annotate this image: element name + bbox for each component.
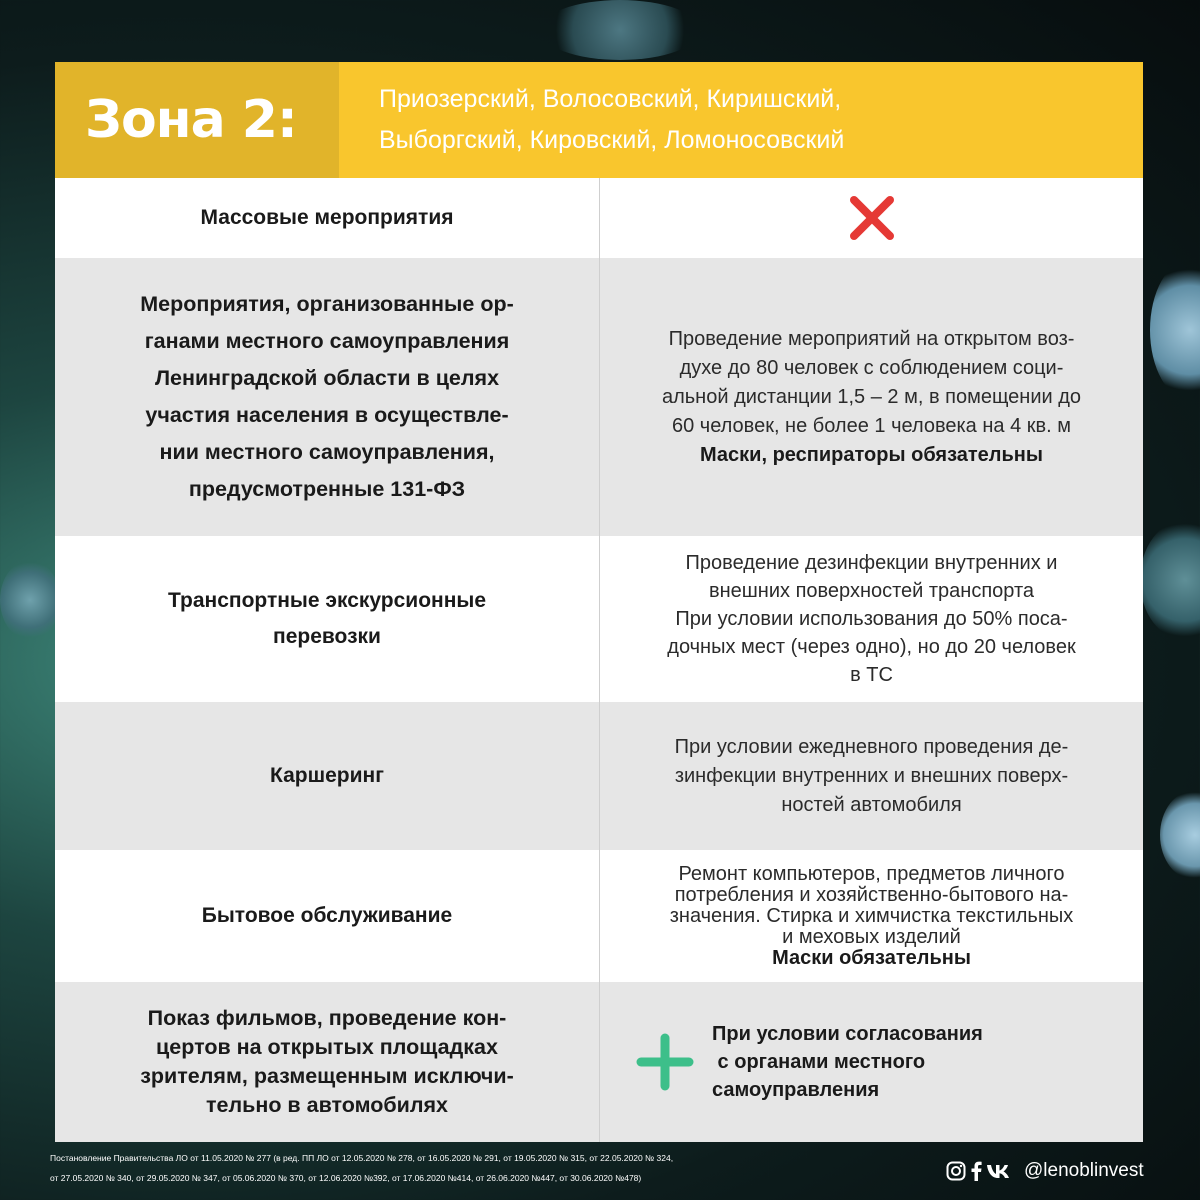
background-blob — [1140, 520, 1200, 640]
condition-text: самоуправления — [712, 1079, 880, 1101]
activity-text: перевозки — [273, 625, 381, 648]
condition-text: Проведение мероприятий на открытом воз- — [668, 327, 1075, 350]
activity-text: Каршеринг — [270, 764, 384, 787]
activity-cell — [55, 536, 600, 702]
legal-line: от 27.05.2020 № 340, от 29.05.2020 № 347, от 05.06.2020 № 370, от 12.06.2020 №392, от 17.06.2020 №414, от 26.06.2020 №447, от 30.06.2020 №478) — [50, 1173, 642, 1183]
condition-cell — [600, 982, 1143, 1142]
vk-icon[interactable] — [986, 1163, 1012, 1179]
activity-text: ганами местного самоуправления — [144, 329, 510, 353]
table-row — [55, 536, 1143, 702]
condition-text: зинфекции внутренних и внешних поверх- — [674, 764, 1069, 787]
zone-table-card — [55, 62, 1143, 1142]
districts-list — [339, 62, 1143, 178]
activity-cell — [55, 258, 600, 536]
zone-header — [55, 62, 1143, 178]
condition-text: и меховых изделий — [782, 925, 961, 948]
green-plus-icon — [636, 1033, 694, 1091]
activity-text: Бытовое обслуживание — [201, 904, 453, 927]
legal-line: Постановление Правительства ЛО от 11.05.2020 № 277 (в ред. ПП ЛО от 12.05.2020 № 278, от 16.05.2020 № 291, от 19.05.2020 № 315, от 22.05.2020 № 324, — [50, 1153, 674, 1163]
activity-text: предусмотренные 131-ФЗ — [188, 477, 466, 501]
activity-text: Транспортные экскурсионные — [167, 589, 487, 612]
condition-text: духе до 80 человек с соблюдением соци- — [679, 356, 1064, 379]
condition-text: При условии согласования — [712, 1023, 983, 1045]
facebook-icon[interactable] — [970, 1161, 982, 1181]
condition-text: При условии ежедневного проведения де- — [674, 735, 1069, 758]
activity-text: зрителям, размещенным исключи- — [140, 1064, 514, 1088]
condition-text: Проведение дезинфекции внутренних и — [685, 552, 1058, 574]
condition-text: значения. Стирка и химчистка текстильных — [669, 904, 1074, 927]
table-row — [55, 702, 1143, 850]
activity-text: участия населения в осуществле- — [145, 403, 509, 427]
activity-cell — [55, 982, 600, 1142]
activity-text: Массовые мероприятия — [200, 206, 454, 229]
condition-text: альной дистанции 1,5 – 2 м, в помещении до — [661, 385, 1082, 408]
activity-cell — [55, 850, 600, 982]
table-row — [55, 850, 1143, 982]
activity-text: цертов на открытых площадках — [156, 1035, 498, 1059]
condition-cell — [600, 258, 1143, 536]
social-handle[interactable]: @lenoblinvest — [1024, 1160, 1144, 1181]
activity-text: Мероприятия, организованные ор- — [140, 292, 514, 316]
condition-cell — [600, 178, 1143, 258]
districts-line: Приозерский, Волосовский, Киришский, — [379, 85, 842, 113]
zone-title: Зона 2: — [55, 62, 339, 178]
activity-cell — [55, 178, 600, 258]
condition-text: в ТС — [850, 664, 893, 686]
table-row — [55, 178, 1143, 258]
activity-text: Ленинградской области в целях — [154, 366, 500, 390]
condition-requirement: Маски, респираторы обязательны — [700, 443, 1043, 466]
condition-text: 60 человек, не более 1 человека на 4 кв. м — [671, 414, 1072, 437]
condition-cell — [600, 536, 1143, 702]
social-links — [946, 1160, 1144, 1182]
condition-text: внешних поверхностей транспорта — [708, 580, 1035, 602]
red-x-icon — [847, 193, 897, 243]
condition-cell — [600, 702, 1143, 850]
table-row — [55, 258, 1143, 536]
background-blob — [1160, 790, 1200, 880]
condition-text: ностей автомобиля — [781, 793, 962, 816]
condition-text: При условии использования до 50% поса- — [675, 608, 1068, 630]
activity-text: Показ фильмов, проведение кон- — [147, 1006, 507, 1030]
condition-cell — [600, 850, 1143, 982]
condition-text-block — [712, 1020, 983, 1104]
background-blob — [540, 0, 700, 60]
background-blob — [1150, 260, 1200, 400]
instagram-icon[interactable] — [946, 1161, 966, 1181]
condition-text: дочных мест (через одно), но до 20 человек — [667, 636, 1076, 658]
districts-line: Выборгский, Кировский, Ломоносовский — [379, 126, 845, 154]
condition-requirement: Маски обязательны — [772, 946, 971, 969]
activity-cell — [55, 702, 600, 850]
legal-footnote — [50, 1148, 930, 1188]
condition-text: Ремонт компьютеров, предметов личного — [678, 862, 1065, 885]
activity-text: нии местного самоуправления, — [159, 440, 495, 464]
condition-text: потребления и хозяйственно-бытового на- — [674, 883, 1069, 906]
background-blob — [0, 560, 60, 640]
condition-text: с органами местного — [712, 1051, 926, 1073]
table-row — [55, 982, 1143, 1142]
activity-text: тельно в автомобилях — [205, 1093, 449, 1117]
